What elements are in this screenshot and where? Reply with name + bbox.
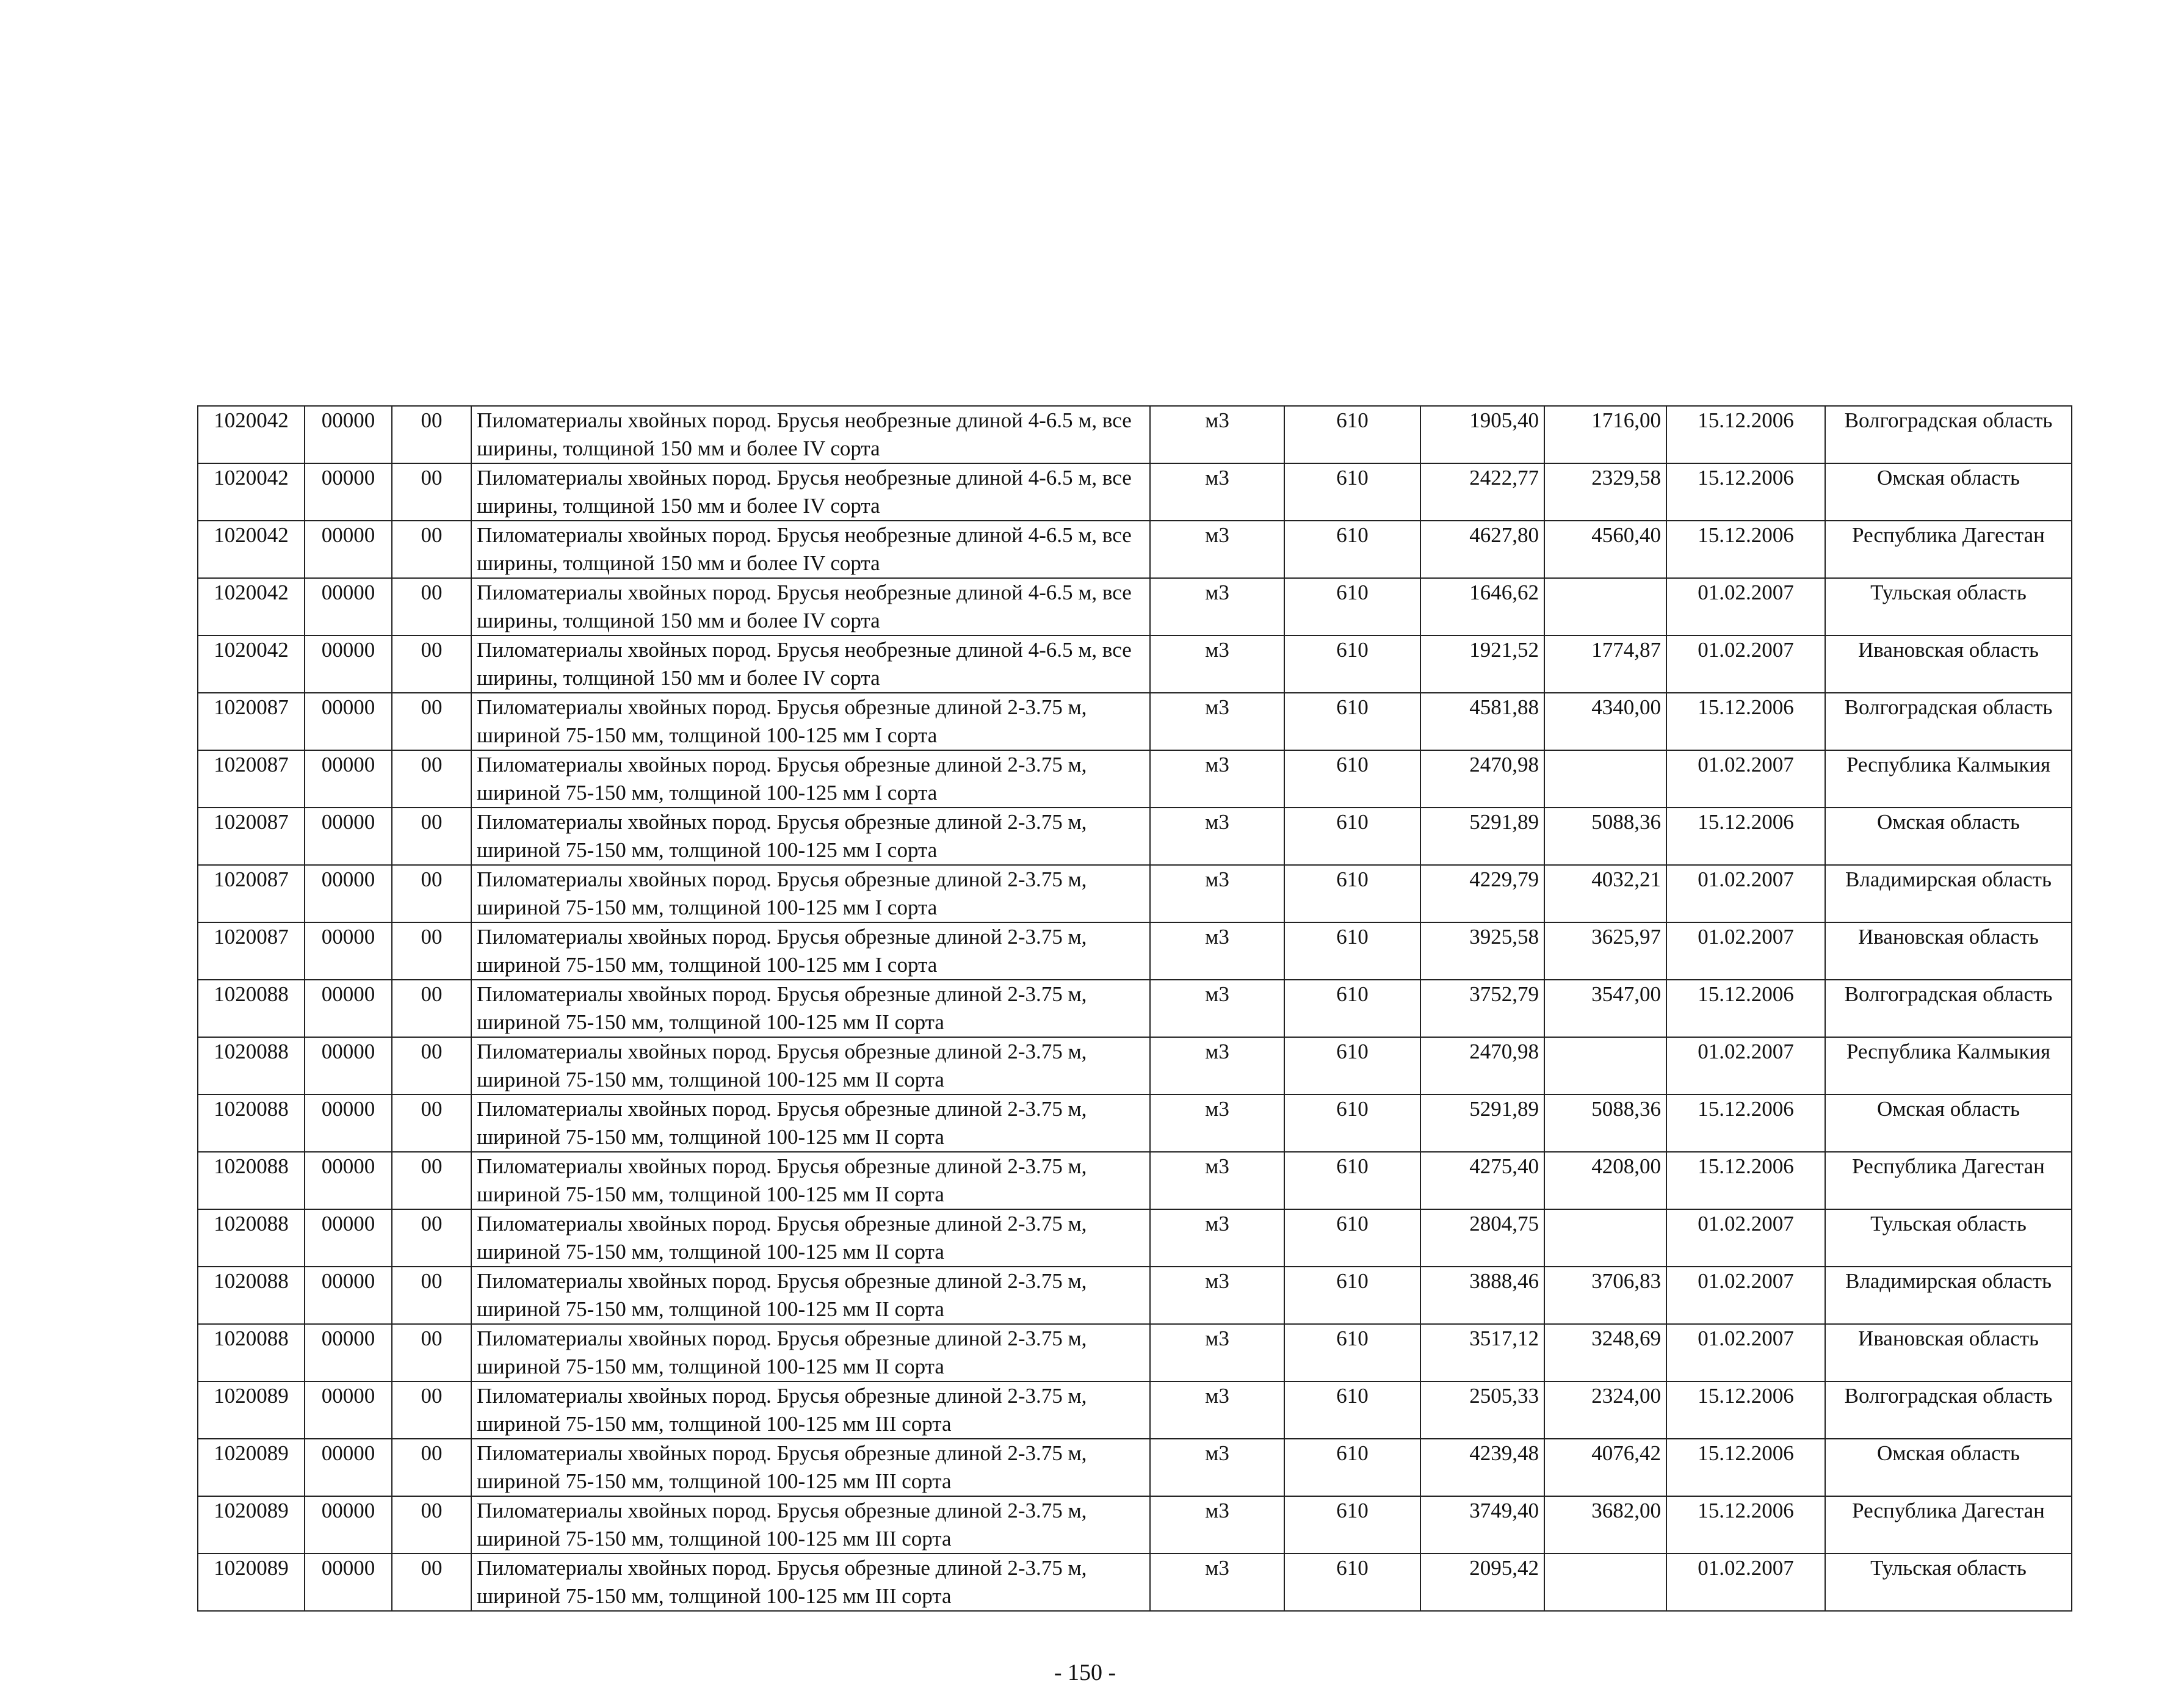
name-cell: Пиломатериалы хвойных пород. Брусья обрезные длиной 2-3.75 м, шириной 75-150 мм, толщиной 100-125 мм II сорта — [471, 1152, 1150, 1209]
subcode-cell: 00000 — [305, 693, 392, 750]
region-cell: Республика Дагестан — [1825, 1152, 2072, 1209]
unit-cell: м3 — [1150, 865, 1284, 922]
unit-cell: м3 — [1150, 750, 1284, 808]
code-cell: 1020088 — [198, 1152, 305, 1209]
price-alt-cell: 4208,00 — [1544, 1152, 1666, 1209]
date-cell: 01.02.2007 — [1666, 1037, 1825, 1095]
code-cell: 1020042 — [198, 521, 305, 578]
subcode-cell: 00000 — [305, 750, 392, 808]
number-cell: 610 — [1284, 1095, 1420, 1152]
name-cell: Пиломатериалы хвойных пород. Брусья обрезные длиной 2-3.75 м, шириной 75-150 мм, толщиной 100-125 мм I сорта — [471, 808, 1150, 865]
name-cell: Пиломатериалы хвойных пород. Брусья необрезные длиной 4-6.5 м, все ширины, толщиной 150 мм и более IV сорта — [471, 578, 1150, 635]
price-alt-cell — [1544, 750, 1666, 808]
index-cell: 00 — [392, 1152, 471, 1209]
number-cell: 610 — [1284, 693, 1420, 750]
price-alt-cell: 3625,97 — [1544, 922, 1666, 980]
date-cell: 15.12.2006 — [1666, 1152, 1825, 1209]
table-row — [198, 578, 2072, 635]
name-cell: Пиломатериалы хвойных пород. Брусья обрезные длиной 2-3.75 м, шириной 75-150 мм, толщиной 100-125 мм I сорта — [471, 750, 1150, 808]
table-row — [198, 635, 2072, 693]
date-cell: 15.12.2006 — [1666, 808, 1825, 865]
region-cell: Тульская область — [1825, 1209, 2072, 1267]
region-cell: Тульская область — [1825, 578, 2072, 635]
number-cell: 610 — [1284, 578, 1420, 635]
date-cell: 01.02.2007 — [1666, 1324, 1825, 1381]
subcode-cell: 00000 — [305, 1324, 392, 1381]
unit-cell: м3 — [1150, 521, 1284, 578]
name-cell: Пиломатериалы хвойных пород. Брусья необрезные длиной 4-6.5 м, все ширины, толщиной 150 мм и более IV сорта — [471, 635, 1150, 693]
index-cell: 00 — [392, 693, 471, 750]
price-cell: 3749,40 — [1420, 1496, 1544, 1554]
number-cell: 610 — [1284, 1496, 1420, 1554]
unit-cell: м3 — [1150, 463, 1284, 521]
subcode-cell: 00000 — [305, 635, 392, 693]
price-cell: 3752,79 — [1420, 980, 1544, 1037]
price-alt-cell — [1544, 1209, 1666, 1267]
code-cell: 1020042 — [198, 578, 305, 635]
region-cell: Волгоградская область — [1825, 693, 2072, 750]
code-cell: 1020042 — [198, 463, 305, 521]
name-cell: Пиломатериалы хвойных пород. Брусья обрезные длиной 2-3.75 м, шириной 75-150 мм, толщиной 100-125 мм II сорта — [471, 1209, 1150, 1267]
code-cell: 1020087 — [198, 865, 305, 922]
code-cell: 1020042 — [198, 635, 305, 693]
index-cell: 00 — [392, 865, 471, 922]
unit-cell: м3 — [1150, 635, 1284, 693]
price-cell: 2422,77 — [1420, 463, 1544, 521]
index-cell: 00 — [392, 635, 471, 693]
subcode-cell: 00000 — [305, 1095, 392, 1152]
name-cell: Пиломатериалы хвойных пород. Брусья необрезные длиной 4-6.5 м, все ширины, толщиной 150 мм и более IV сорта — [471, 521, 1150, 578]
date-cell: 15.12.2006 — [1666, 1439, 1825, 1496]
number-cell: 610 — [1284, 521, 1420, 578]
index-cell: 00 — [392, 1554, 471, 1611]
region-cell: Республика Калмыкия — [1825, 750, 2072, 808]
table-row — [198, 865, 2072, 922]
code-cell: 1020089 — [198, 1439, 305, 1496]
table-row — [198, 1152, 2072, 1209]
number-cell: 610 — [1284, 1554, 1420, 1611]
index-cell: 00 — [392, 808, 471, 865]
subcode-cell: 00000 — [305, 1554, 392, 1611]
date-cell: 01.02.2007 — [1666, 635, 1825, 693]
number-cell: 610 — [1284, 406, 1420, 463]
name-cell: Пиломатериалы хвойных пород. Брусья необрезные длиной 4-6.5 м, все ширины, толщиной 150 мм и более IV сорта — [471, 406, 1150, 463]
index-cell: 00 — [392, 1267, 471, 1324]
number-cell: 610 — [1284, 1152, 1420, 1209]
region-cell: Омская область — [1825, 1439, 2072, 1496]
name-cell: Пиломатериалы хвойных пород. Брусья обрезные длиной 2-3.75 м, шириной 75-150 мм, толщиной 100-125 мм I сорта — [471, 865, 1150, 922]
number-cell: 610 — [1284, 750, 1420, 808]
index-cell: 00 — [392, 1381, 471, 1439]
price-cell: 4581,88 — [1420, 693, 1544, 750]
region-cell: Омская область — [1825, 1095, 2072, 1152]
subcode-cell: 00000 — [305, 865, 392, 922]
date-cell: 01.02.2007 — [1666, 578, 1825, 635]
number-cell: 610 — [1284, 1324, 1420, 1381]
code-cell: 1020089 — [198, 1496, 305, 1554]
date-cell: 01.02.2007 — [1666, 865, 1825, 922]
region-cell: Ивановская область — [1825, 922, 2072, 980]
index-cell: 00 — [392, 750, 471, 808]
price-alt-cell: 2329,58 — [1544, 463, 1666, 521]
index-cell: 00 — [392, 922, 471, 980]
page-number: - 150 - — [1054, 1660, 1116, 1685]
subcode-cell: 00000 — [305, 1439, 392, 1496]
unit-cell: м3 — [1150, 1152, 1284, 1209]
unit-cell: м3 — [1150, 980, 1284, 1037]
index-cell: 00 — [392, 1209, 471, 1267]
table-row — [198, 1439, 2072, 1496]
date-cell: 15.12.2006 — [1666, 463, 1825, 521]
subcode-cell: 00000 — [305, 406, 392, 463]
date-cell: 15.12.2006 — [1666, 1496, 1825, 1554]
table-row — [198, 980, 2072, 1037]
code-cell: 1020089 — [198, 1554, 305, 1611]
region-cell: Владимирская область — [1825, 1267, 2072, 1324]
index-cell: 00 — [392, 463, 471, 521]
table-row — [198, 463, 2072, 521]
price-cell: 4229,79 — [1420, 865, 1544, 922]
price-cell: 1921,52 — [1420, 635, 1544, 693]
unit-cell: м3 — [1150, 808, 1284, 865]
region-cell: Республика Дагестан — [1825, 1496, 2072, 1554]
date-cell: 01.02.2007 — [1666, 1209, 1825, 1267]
number-cell: 610 — [1284, 1267, 1420, 1324]
number-cell: 610 — [1284, 1209, 1420, 1267]
price-cell: 2470,98 — [1420, 1037, 1544, 1095]
price-alt-cell: 2324,00 — [1544, 1381, 1666, 1439]
subcode-cell: 00000 — [305, 980, 392, 1037]
price-cell: 5291,89 — [1420, 1095, 1544, 1152]
date-cell: 01.02.2007 — [1666, 750, 1825, 808]
name-cell: Пиломатериалы хвойных пород. Брусья обрезные длиной 2-3.75 м, шириной 75-150 мм, толщиной 100-125 мм III сорта — [471, 1496, 1150, 1554]
name-cell: Пиломатериалы хвойных пород. Брусья обрезные длиной 2-3.75 м, шириной 75-150 мм, толщиной 100-125 мм I сорта — [471, 693, 1150, 750]
price-cell: 3925,58 — [1420, 922, 1544, 980]
code-cell: 1020088 — [198, 1209, 305, 1267]
index-cell: 00 — [392, 1324, 471, 1381]
number-cell: 610 — [1284, 922, 1420, 980]
subcode-cell: 00000 — [305, 1267, 392, 1324]
code-cell: 1020088 — [198, 980, 305, 1037]
region-cell: Ивановская область — [1825, 1324, 2072, 1381]
unit-cell: м3 — [1150, 1209, 1284, 1267]
unit-cell: м3 — [1150, 922, 1284, 980]
price-cell: 2470,98 — [1420, 750, 1544, 808]
subcode-cell: 00000 — [305, 808, 392, 865]
price-cell: 1646,62 — [1420, 578, 1544, 635]
table-row — [198, 1381, 2072, 1439]
code-cell: 1020088 — [198, 1267, 305, 1324]
date-cell: 01.02.2007 — [1666, 1554, 1825, 1611]
date-cell: 15.12.2006 — [1666, 1095, 1825, 1152]
subcode-cell: 00000 — [305, 1037, 392, 1095]
code-cell: 1020087 — [198, 808, 305, 865]
name-cell: Пиломатериалы хвойных пород. Брусья необрезные длиной 4-6.5 м, все ширины, толщиной 150 мм и более IV сорта — [471, 463, 1150, 521]
price-alt-cell: 3682,00 — [1544, 1496, 1666, 1554]
price-alt-cell: 4076,42 — [1544, 1439, 1666, 1496]
table-row — [198, 1324, 2072, 1381]
unit-cell: м3 — [1150, 1439, 1284, 1496]
table-row — [198, 750, 2072, 808]
number-cell: 610 — [1284, 865, 1420, 922]
table-row — [198, 693, 2072, 750]
table-row — [198, 1554, 2072, 1611]
date-cell: 01.02.2007 — [1666, 922, 1825, 980]
subcode-cell: 00000 — [305, 922, 392, 980]
name-cell: Пиломатериалы хвойных пород. Брусья обрезные длиной 2-3.75 м, шириной 75-150 мм, толщиной 100-125 мм II сорта — [471, 1037, 1150, 1095]
subcode-cell: 00000 — [305, 1152, 392, 1209]
unit-cell: м3 — [1150, 1496, 1284, 1554]
index-cell: 00 — [392, 578, 471, 635]
table-row — [198, 1209, 2072, 1267]
subcode-cell: 00000 — [305, 1381, 392, 1439]
code-cell: 1020087 — [198, 693, 305, 750]
region-cell: Республика Калмыкия — [1825, 1037, 2072, 1095]
unit-cell: м3 — [1150, 1095, 1284, 1152]
region-cell: Владимирская область — [1825, 865, 2072, 922]
region-cell: Омская область — [1825, 463, 2072, 521]
index-cell: 00 — [392, 1496, 471, 1554]
price-alt-cell: 5088,36 — [1544, 808, 1666, 865]
unit-cell: м3 — [1150, 406, 1284, 463]
date-cell: 15.12.2006 — [1666, 1381, 1825, 1439]
name-cell: Пиломатериалы хвойных пород. Брусья обрезные длиной 2-3.75 м, шириной 75-150 мм, толщиной 100-125 мм III сорта — [471, 1439, 1150, 1496]
price-cell: 3888,46 — [1420, 1267, 1544, 1324]
code-cell: 1020088 — [198, 1037, 305, 1095]
table-row — [198, 521, 2072, 578]
subcode-cell: 00000 — [305, 463, 392, 521]
code-cell: 1020042 — [198, 406, 305, 463]
unit-cell: м3 — [1150, 1381, 1284, 1439]
price-alt-cell: 3248,69 — [1544, 1324, 1666, 1381]
number-cell: 610 — [1284, 808, 1420, 865]
table-row — [198, 1496, 2072, 1554]
table-row — [198, 1095, 2072, 1152]
region-cell: Ивановская область — [1825, 635, 2072, 693]
region-cell: Волгоградская область — [1825, 1381, 2072, 1439]
unit-cell: м3 — [1150, 1037, 1284, 1095]
price-table-body — [198, 406, 2072, 1611]
number-cell: 610 — [1284, 463, 1420, 521]
number-cell: 610 — [1284, 980, 1420, 1037]
date-cell: 15.12.2006 — [1666, 406, 1825, 463]
region-cell: Волгоградская область — [1825, 980, 2072, 1037]
date-cell: 15.12.2006 — [1666, 521, 1825, 578]
price-alt-cell — [1544, 578, 1666, 635]
name-cell: Пиломатериалы хвойных пород. Брусья обрезные длиной 2-3.75 м, шириной 75-150 мм, толщиной 100-125 мм II сорта — [471, 1324, 1150, 1381]
name-cell: Пиломатериалы хвойных пород. Брусья обрезные длиной 2-3.75 м, шириной 75-150 мм, толщиной 100-125 мм III сорта — [471, 1381, 1150, 1439]
region-cell: Омская область — [1825, 808, 2072, 865]
table-row — [198, 1037, 2072, 1095]
price-alt-cell: 3706,83 — [1544, 1267, 1666, 1324]
price-alt-cell: 4032,21 — [1544, 865, 1666, 922]
date-cell: 15.12.2006 — [1666, 693, 1825, 750]
price-cell: 1905,40 — [1420, 406, 1544, 463]
code-cell: 1020089 — [198, 1381, 305, 1439]
code-cell: 1020087 — [198, 922, 305, 980]
price-alt-cell: 5088,36 — [1544, 1095, 1666, 1152]
price-cell: 2505,33 — [1420, 1381, 1544, 1439]
unit-cell: м3 — [1150, 1267, 1284, 1324]
price-alt-cell: 4340,00 — [1544, 693, 1666, 750]
name-cell: Пиломатериалы хвойных пород. Брусья обрезные длиной 2-3.75 м, шириной 75-150 мм, толщиной 100-125 мм II сорта — [471, 980, 1150, 1037]
unit-cell: м3 — [1150, 1324, 1284, 1381]
price-cell: 4275,40 — [1420, 1152, 1544, 1209]
number-cell: 610 — [1284, 635, 1420, 693]
number-cell: 610 — [1284, 1439, 1420, 1496]
unit-cell: м3 — [1150, 1554, 1284, 1611]
price-alt-cell — [1544, 1554, 1666, 1611]
index-cell: 00 — [392, 521, 471, 578]
unit-cell: м3 — [1150, 578, 1284, 635]
table-row — [198, 808, 2072, 865]
index-cell: 00 — [392, 980, 471, 1037]
price-cell: 2095,42 — [1420, 1554, 1544, 1611]
region-cell: Республика Дагестан — [1825, 521, 2072, 578]
price-cell: 3517,12 — [1420, 1324, 1544, 1381]
index-cell: 00 — [392, 1439, 471, 1496]
number-cell: 610 — [1284, 1381, 1420, 1439]
price-alt-cell: 1716,00 — [1544, 406, 1666, 463]
table-row — [198, 406, 2072, 463]
region-cell: Волгоградская область — [1825, 406, 2072, 463]
table-row — [198, 1267, 2072, 1324]
code-cell: 1020088 — [198, 1324, 305, 1381]
price-table — [197, 405, 2072, 1612]
price-alt-cell — [1544, 1037, 1666, 1095]
name-cell: Пиломатериалы хвойных пород. Брусья обрезные длиной 2-3.75 м, шириной 75-150 мм, толщиной 100-125 мм I сорта — [471, 922, 1150, 980]
price-cell: 5291,89 — [1420, 808, 1544, 865]
price-alt-cell: 1774,87 — [1544, 635, 1666, 693]
table-row — [198, 922, 2072, 980]
index-cell: 00 — [392, 406, 471, 463]
index-cell: 00 — [392, 1095, 471, 1152]
unit-cell: м3 — [1150, 693, 1284, 750]
subcode-cell: 00000 — [305, 1209, 392, 1267]
name-cell: Пиломатериалы хвойных пород. Брусья обрезные длиной 2-3.75 м, шириной 75-150 мм, толщиной 100-125 мм II сорта — [471, 1095, 1150, 1152]
price-cell: 4627,80 — [1420, 521, 1544, 578]
date-cell: 01.02.2007 — [1666, 1267, 1825, 1324]
code-cell: 1020088 — [198, 1095, 305, 1152]
price-cell: 2804,75 — [1420, 1209, 1544, 1267]
subcode-cell: 00000 — [305, 578, 392, 635]
price-alt-cell: 4560,40 — [1544, 521, 1666, 578]
code-cell: 1020087 — [198, 750, 305, 808]
number-cell: 610 — [1284, 1037, 1420, 1095]
name-cell: Пиломатериалы хвойных пород. Брусья обрезные длиной 2-3.75 м, шириной 75-150 мм, толщиной 100-125 мм II сорта — [471, 1267, 1150, 1324]
price-alt-cell: 3547,00 — [1544, 980, 1666, 1037]
date-cell: 15.12.2006 — [1666, 980, 1825, 1037]
index-cell: 00 — [392, 1037, 471, 1095]
name-cell: Пиломатериалы хвойных пород. Брусья обрезные длиной 2-3.75 м, шириной 75-150 мм, толщиной 100-125 мм III сорта — [471, 1554, 1150, 1611]
region-cell: Тульская область — [1825, 1554, 2072, 1611]
price-cell: 4239,48 — [1420, 1439, 1544, 1496]
subcode-cell: 00000 — [305, 1496, 392, 1554]
subcode-cell: 00000 — [305, 521, 392, 578]
